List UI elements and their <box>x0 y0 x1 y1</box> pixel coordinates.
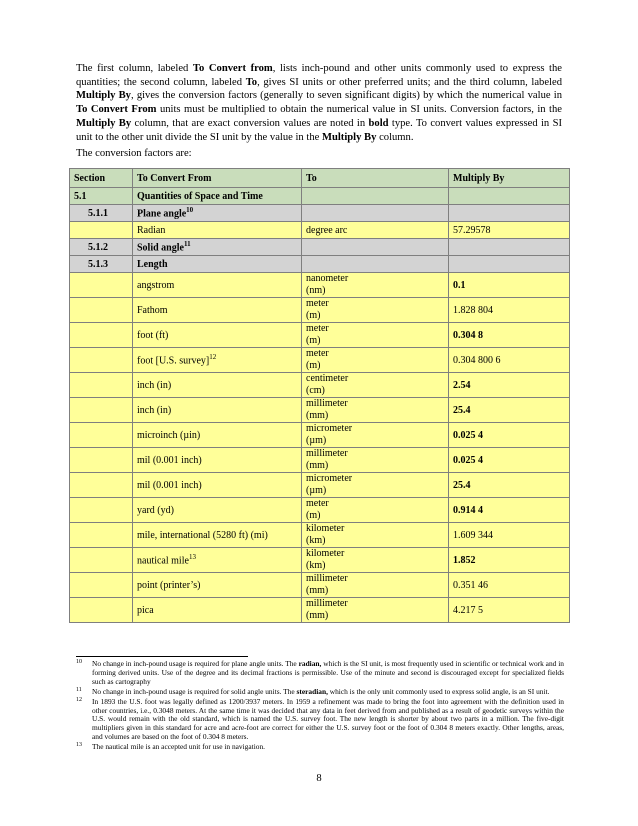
footnote-ref[interactable]: 13 <box>188 553 196 562</box>
from-unit <box>133 348 302 373</box>
conversion-factor: 0.1 <box>449 273 570 298</box>
header-multiply-by: Multiply By <box>449 169 570 188</box>
conversion-factor: 1.852 <box>449 548 570 573</box>
intro-bold-term: To <box>245 76 258 88</box>
to-unit-symbol: (km) <box>306 560 326 571</box>
to-unit <box>302 548 449 573</box>
footnote-text: The nautical mile is an accepted unit for use in navigation. <box>92 742 266 752</box>
from-unit <box>133 473 302 498</box>
footnote-bold-term: steradian, <box>296 686 328 696</box>
table-row <box>70 373 570 398</box>
to-unit-symbol: (mm) <box>306 410 329 421</box>
footnote-text: which is the only unit commonly used to express solid angle, is an SI unit. <box>327 686 550 696</box>
intro-paragraph <box>76 62 562 144</box>
header-to-convert-from: To Convert From <box>133 169 302 188</box>
table-row <box>70 523 570 548</box>
table-row-radian <box>70 222 570 239</box>
footnote-mark: 11 <box>76 686 82 693</box>
to-unit-symbol: (mm) <box>306 460 329 471</box>
to-unit-name: millimeter <box>306 398 348 409</box>
empty-cell <box>70 498 133 523</box>
from-unit-text: microinch (µin) <box>137 429 201 441</box>
footnote-text: In 1893 the U.S. foot was legally defined as 1200/3937 meters. In 1959 a refinement was made to bring the foot into agreement with the definition used in other countries, i.e., 0.3048 meters. At the same time it was decided that any data in feet derived from and published as a result of geodetic surveys within the U.S. would remain with the old standard, which is named the U.S. survey foot. The new length is shorter by about two parts in a million. The five-digit multipliers given in this standard for acre and acre-foot are correct for either the U.S. survey foot or the foot of 0.304 8 meters exactly. Other lengths, areas, and volumes are based on the foot of 0.304 8 meters. <box>92 696 564 742</box>
page-number: 8 <box>316 773 322 784</box>
to-unit <box>302 423 449 448</box>
to-unit-name: nanometer <box>306 273 349 284</box>
from-unit <box>133 273 302 298</box>
intro-bold-term: To Convert from <box>192 63 273 74</box>
to-unit <box>302 498 449 523</box>
footnote <box>76 698 564 743</box>
to-unit-name: millimeter <box>306 448 348 459</box>
empty-cell <box>70 398 133 423</box>
footnote-mark: 12 <box>76 696 82 703</box>
table-row <box>70 448 570 473</box>
to-unit <box>302 473 449 498</box>
footnote-text: No change in inch-pound usage is required for solid angle units. The <box>92 686 297 696</box>
empty-cell <box>70 222 133 239</box>
subsection-title-text: Solid angle <box>137 242 184 254</box>
conversion-factor: 25.4 <box>449 473 570 498</box>
conversion-factor: 0.351 46 <box>449 573 570 598</box>
to-unit: degree arc <box>302 222 449 239</box>
to-unit-symbol: (m) <box>306 510 321 521</box>
empty-cell <box>302 205 449 222</box>
intro-bold-term: Multiply By <box>76 117 132 129</box>
empty-cell <box>70 423 133 448</box>
from-unit-text: foot (ft) <box>137 329 169 341</box>
intro-text: units must be multiplied to obtain the numerical value in SI units. Conversion factors, in the <box>156 104 562 116</box>
footnotes <box>76 660 564 753</box>
empty-cell <box>449 239 570 256</box>
empty-cell <box>302 256 449 273</box>
subsection-number: 5.1.2 <box>70 239 133 256</box>
conversion-factor: 2.54 <box>449 373 570 398</box>
to-unit-name: micrometer <box>306 423 353 434</box>
conversion-factor: 1.609 344 <box>449 523 570 548</box>
conversion-factor: 57.29578 <box>449 222 570 239</box>
conversion-factor: 25.4 <box>449 398 570 423</box>
intro-text: column. <box>376 131 414 143</box>
from-unit-text: mil (0.001 inch) <box>137 479 202 491</box>
to-unit-name: kilometer <box>306 523 345 534</box>
intro-bold-term: Multiply By <box>76 90 131 102</box>
to-unit-name: meter <box>306 348 329 359</box>
to-unit <box>302 573 449 598</box>
lead-sentence: The conversion factors are: <box>76 148 192 159</box>
intro-text: column, that are exact conversion values are noted in <box>131 117 369 129</box>
to-unit-symbol: (m) <box>306 310 321 321</box>
from-unit <box>133 373 302 398</box>
empty-cell <box>70 598 133 623</box>
to-unit-symbol: (nm) <box>306 285 326 296</box>
table-row <box>70 548 570 573</box>
conversion-factor: 0.304 8 <box>449 323 570 348</box>
to-unit-symbol: (cm) <box>306 385 325 396</box>
table-row <box>70 398 570 423</box>
to-unit-name: kilometer <box>306 548 345 559</box>
conversion-factor: 0.025 4 <box>449 448 570 473</box>
from-unit-text: Fathom <box>137 304 168 316</box>
footnote-ref[interactable]: 10 <box>186 206 194 215</box>
from-unit <box>133 498 302 523</box>
footnote <box>76 688 564 697</box>
conversion-factor: 0.304 800 6 <box>449 348 570 373</box>
from-unit: Radian <box>133 222 302 239</box>
intro-text: , lists inch-pound and other units commonly used to express the quantities; the second column, labeled <box>76 63 562 88</box>
subsection-title <box>133 205 302 222</box>
empty-cell <box>70 523 133 548</box>
footnote-mark: 13 <box>76 742 82 749</box>
to-unit-name: micrometer <box>306 473 353 484</box>
empty-cell <box>70 323 133 348</box>
subsection-number: 5.1.1 <box>70 205 133 222</box>
to-unit-symbol: (m) <box>306 335 321 346</box>
from-unit <box>133 573 302 598</box>
from-unit-text: angstrom <box>137 279 175 291</box>
to-unit-symbol: (µm) <box>306 435 327 446</box>
from-unit <box>133 598 302 623</box>
empty-cell <box>449 205 570 222</box>
table-row <box>70 273 570 298</box>
empty-cell <box>302 239 449 256</box>
from-unit-text: mil (0.001 inch) <box>137 454 202 466</box>
empty-cell <box>70 373 133 398</box>
conversion-factor: 4.217 5 <box>449 598 570 623</box>
footnote-text: No change in inch-pound usage is required for plane angle units. The <box>92 659 299 668</box>
to-unit-symbol: (µm) <box>306 485 327 496</box>
from-unit <box>133 423 302 448</box>
footnote-text: which is the SI unit, is most frequently used in scientific or technical work and in forming derived units. Use of the degree and its decimal fractions is permissible. Use of the minute and second is discouraged except for specialized fields such as cartography <box>92 659 564 686</box>
footnote-ref[interactable]: 12 <box>209 353 217 362</box>
intro-bold-term: bold <box>368 117 389 129</box>
subsection-title-text: Plane angle <box>137 208 187 220</box>
table-header-row <box>70 169 570 188</box>
empty-cell <box>70 548 133 573</box>
subsection-row-length <box>70 256 570 273</box>
table-row <box>70 348 570 373</box>
from-unit-text: pica <box>137 604 154 616</box>
to-unit <box>302 523 449 548</box>
to-unit-name: millimeter <box>306 573 348 584</box>
table-row <box>70 423 570 448</box>
section-row <box>70 188 570 205</box>
subsection-title <box>133 239 302 256</box>
empty-cell <box>70 448 133 473</box>
to-unit-name: meter <box>306 323 329 334</box>
to-unit <box>302 398 449 423</box>
empty-cell <box>70 273 133 298</box>
from-unit-text: nautical mile <box>137 555 189 567</box>
empty-cell <box>302 188 449 205</box>
footnote-bold-term: radian, <box>298 659 322 668</box>
empty-cell <box>70 298 133 323</box>
to-unit <box>302 598 449 623</box>
from-unit-text: yard (yd) <box>137 504 174 516</box>
from-unit <box>133 298 302 323</box>
conversion-factor: 1.828 804 <box>449 298 570 323</box>
intro-bold-term: To Convert From <box>76 104 157 116</box>
empty-cell <box>70 348 133 373</box>
empty-cell <box>449 256 570 273</box>
to-unit <box>302 298 449 323</box>
from-unit-text: foot [U.S. survey] <box>137 355 210 367</box>
to-unit-symbol: (m) <box>306 360 321 371</box>
empty-cell <box>449 188 570 205</box>
to-unit <box>302 323 449 348</box>
length-rows <box>70 273 570 623</box>
table-row <box>70 323 570 348</box>
intro-text: type. To convert values expressed in SI unit to the other unit divide the SI unit by the value in the <box>76 117 562 143</box>
footnote <box>76 660 564 687</box>
from-unit <box>133 548 302 573</box>
to-unit <box>302 348 449 373</box>
subsection-row-plane-angle <box>70 205 570 222</box>
from-unit-text: inch (in) <box>137 404 172 416</box>
empty-cell <box>70 573 133 598</box>
subsection-number: 5.1.3 <box>70 256 133 273</box>
to-unit-symbol: (mm) <box>306 585 329 596</box>
table-row <box>70 573 570 598</box>
subsection-title: Length <box>133 256 302 273</box>
footnote-ref[interactable]: 11 <box>183 240 191 249</box>
table-row <box>70 473 570 498</box>
table-row <box>70 298 570 323</box>
intro-bold-term: Multiply By <box>321 131 377 143</box>
intro-text: The first column, labeled <box>76 63 193 74</box>
to-unit-symbol: (km) <box>306 535 326 546</box>
footnote-divider <box>76 656 248 657</box>
to-unit <box>302 373 449 398</box>
to-unit <box>302 273 449 298</box>
intro-text: , gives the conversion factors (generally to seven significant digits) by which the numerical value in <box>130 90 562 102</box>
from-unit <box>133 323 302 348</box>
to-unit-name: meter <box>306 498 329 509</box>
conversion-table <box>69 168 570 623</box>
from-unit-text: point (printer’s) <box>137 579 201 591</box>
empty-cell <box>70 473 133 498</box>
to-unit-name: millimeter <box>306 598 348 609</box>
to-unit-name: meter <box>306 298 329 309</box>
intro-text: , gives SI units or other preferred units; and the third column, labeled <box>257 76 562 88</box>
table-row <box>70 498 570 523</box>
to-unit <box>302 448 449 473</box>
conversion-factor: 0.914 4 <box>449 498 570 523</box>
from-unit <box>133 523 302 548</box>
from-unit <box>133 398 302 423</box>
header-to: To <box>302 169 449 188</box>
table-row <box>70 598 570 623</box>
conversion-factor: 0.025 4 <box>449 423 570 448</box>
footnote-mark: 10 <box>76 659 82 665</box>
from-unit-text: mile, international (5280 ft) (mi) <box>137 529 268 541</box>
to-unit-symbol: (mm) <box>306 610 329 621</box>
from-unit <box>133 448 302 473</box>
section-number: 5.1 <box>70 188 133 205</box>
section-title: Quantities of Space and Time <box>133 188 302 205</box>
subsection-row-solid-angle <box>70 239 570 256</box>
header-section: Section <box>70 169 133 188</box>
footnote <box>76 743 564 752</box>
to-unit-name: centimeter <box>306 373 349 384</box>
from-unit-text: inch (in) <box>137 379 172 391</box>
